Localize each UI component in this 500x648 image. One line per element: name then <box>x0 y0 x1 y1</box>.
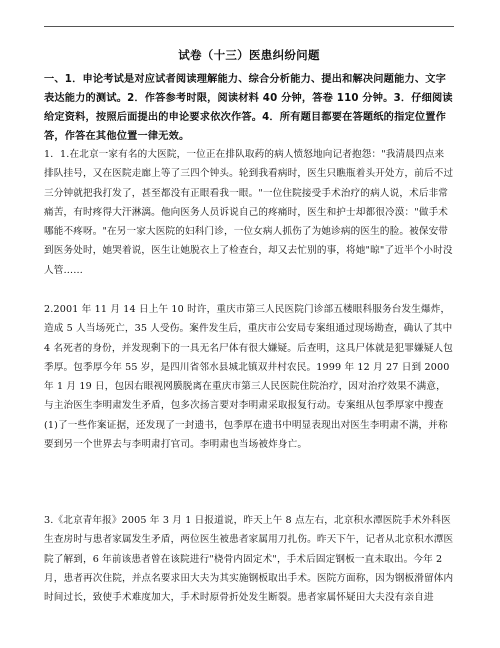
document-page <box>44 0 454 648</box>
header-rule <box>44 26 454 27</box>
document-title: 试卷（十三）医患纠纷问题 <box>178 48 320 62</box>
material-paragraph-1: 1．1.在北京一家有名的大医院，一位正在排队取药的病人愤怒地向记者抱怨："我清晨四点来排队挂号，又在医院走廊上等了三四个钟头。轮到我看病时，医生只瞧瓶着头开处方，前后不过三分钟就把我打发了，甚至都没有正眼看我一眼。"一位住院接受手术治疗的病人说，术后非常痛苦，有时疼得大汗淋漓。他向医务人员诉说自己的疼痛时，医生和护士却都很冷漠："做手术哪能不疼呀。"在另一家大医院的妇科门诊，一位女病人抓伤了为她诊病的医生的脸。被保安带到医务处时，她哭着说，医生让她脱衣上了检查台，却又去忙别的事，将她"晾"了近半个小时没人管…… <box>44 149 454 276</box>
exam-instructions: 一、1．申论考试是对应试者阅读理解能力、综合分析能力、提出和解决问题能力、文字表达能力的测试。2．作答参考时限，阅读材料 40 分钟，答卷 110 分钟。3．仔细阅读给定资料，按照后面提出的申论要求依次作答。4．所有题目都要在答题纸的指定位置作答，作答在其他位置一律无效。 <box>44 74 453 142</box>
material-paragraph-2: 2.2001 年 11 月 14 日上午 10 时许，重庆市第三人民医院门诊部五楼眼科服务台发生爆炸，造成 5 人当场死亡，35 人受伤。案件发生后，重庆市公安局专案组通过现场勘查，确认了其中 4 名死者的身份，并发现剩下的一具无名尸体有很大嫌疑。后查明，这具尸体就是犯罪嫌疑人包季厚。包季厚今年 55 岁，是四川省邻水县城北镇双井村农民。1999 年 12 月 27 日到 2000 年 1 月 19 日，包因右眼视网膜脱离在重庆市第三人民医院住院治疗，因对治疗效果不满意，与主治医生李明肃发生矛盾，包多次扬言要对李明肃采取报复行动。专案组从包季厚家中搜查(1)了一些作案证据，还发现了一封遗书，包季厚在遗书中明显表现出对医生李明肃不满，并称要到另一个世界去与李明肃打官司。李明肃也当场被炸身亡。 <box>44 304 453 451</box>
material-paragraph-3: 3.《北京青年报》2005 年 3 月 1 日报道说，昨天上午 8 点左右，北京积水潭医院手术外科医生查房时与患者家属发生矛盾，两位医生被患者家属用刀扎伤。昨天下午，记者从北京积水潭医院了解到，6 年前该患者曾在该院进行"桡骨内固定术"，手术后固定钢板一直未取出。今年 2 月，患者再次住院，并点名要求田大夫为其实施钢板取出手术。医院方面称，因为钢板滑留体内时间过长，致使手术难度加大，手术时原骨折处发生断裂。患者家属怀疑田大夫没有亲自进 <box>44 515 454 604</box>
